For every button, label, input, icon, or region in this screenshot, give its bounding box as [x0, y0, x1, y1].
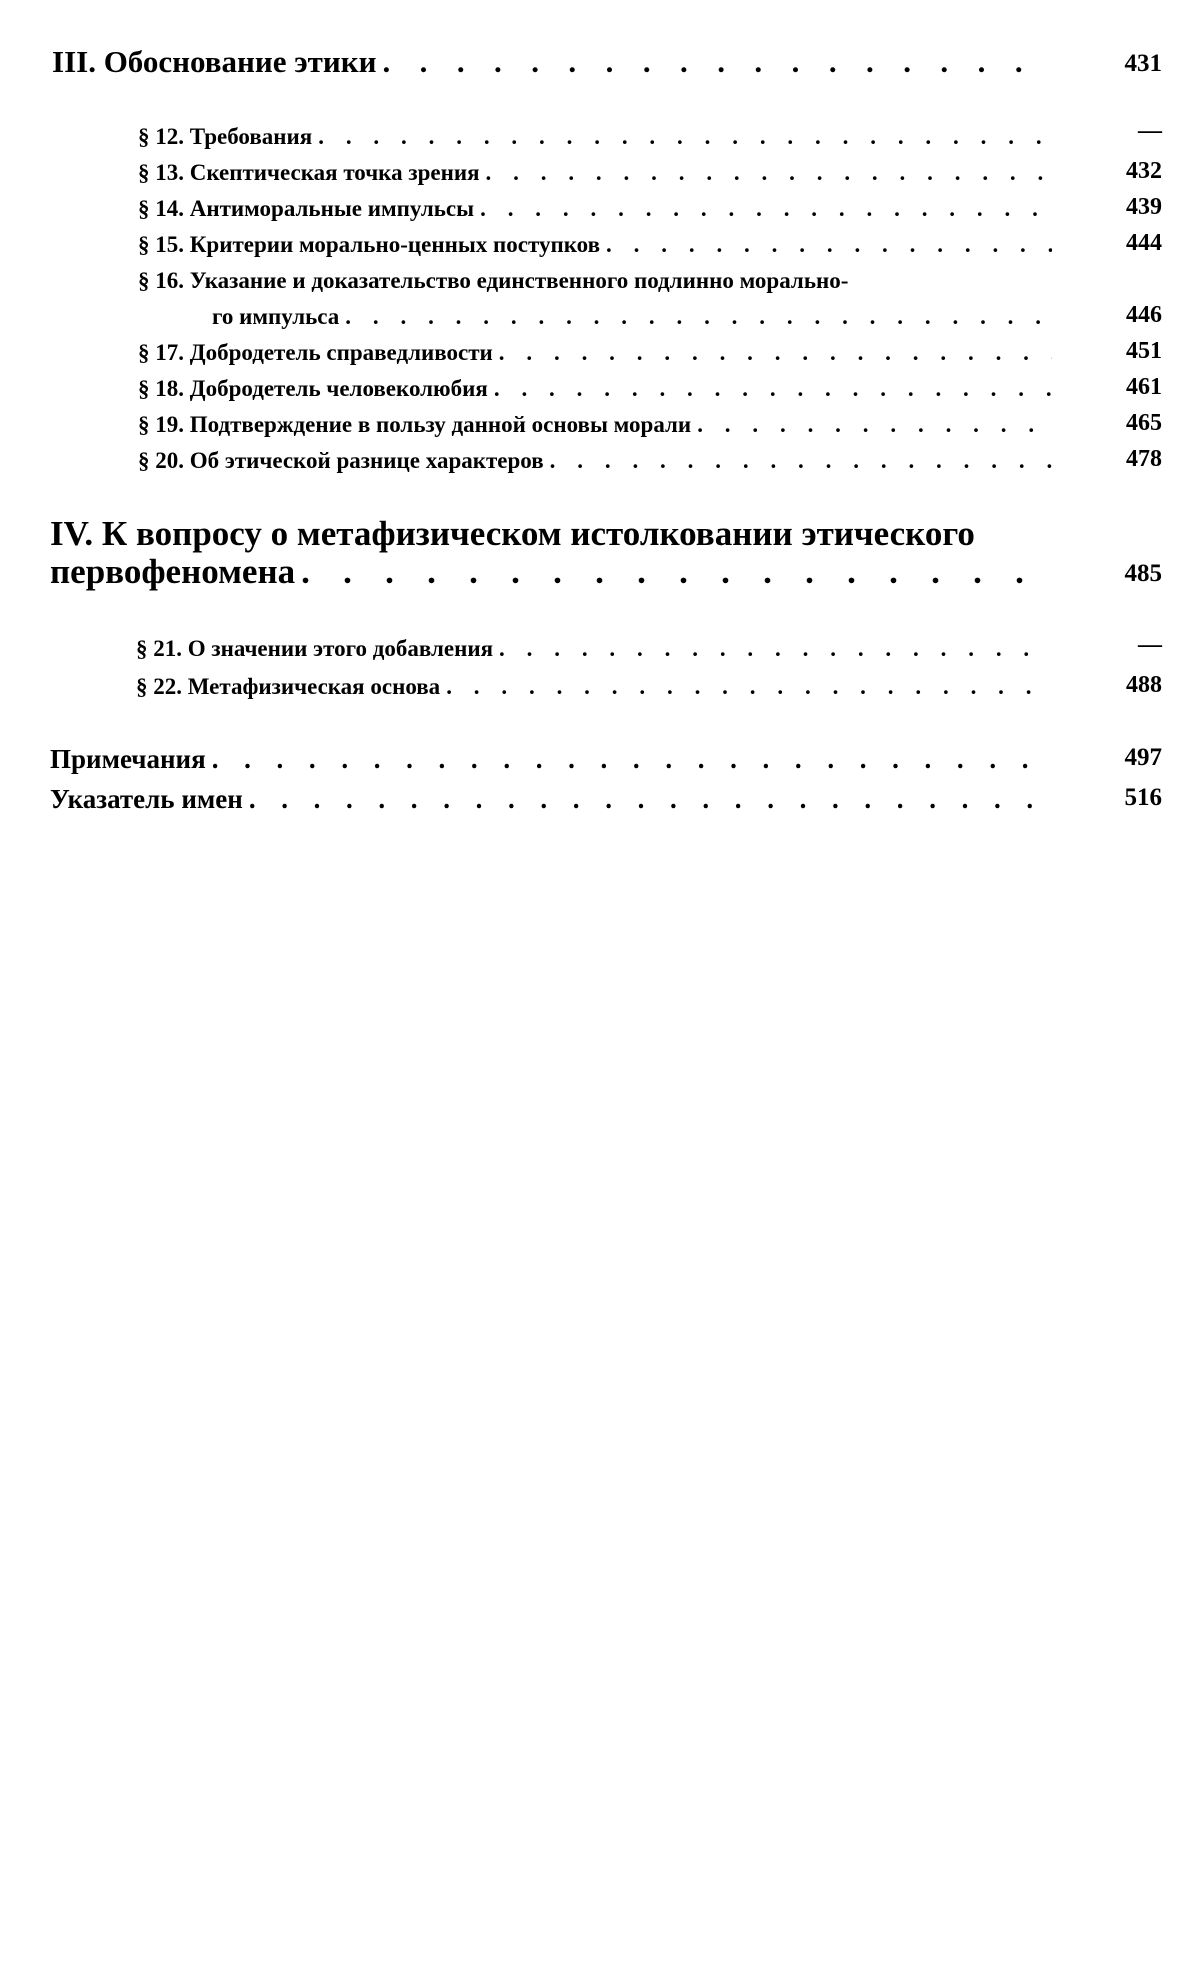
- toc-section-20: [138, 448, 1062, 474]
- toc-section-page: 488: [1126, 672, 1162, 698]
- toc-section-title: § 14. Антиморальные импульсы: [138, 196, 475, 221]
- toc-section-19: [138, 412, 1062, 438]
- toc-section-title: § 20. Об этической разнице характеров: [138, 448, 544, 473]
- toc-section-page: 461: [1126, 374, 1162, 400]
- toc-section-page: 439: [1126, 194, 1162, 220]
- leader-dots: [691, 412, 1052, 438]
- toc-section-title: § 18. Добродетель человеколюбия: [138, 376, 488, 401]
- leader-dots: [440, 674, 1052, 700]
- toc-index: [50, 784, 1062, 815]
- toc-section-15: [138, 232, 1062, 258]
- toc-chapter-3: [52, 44, 1062, 80]
- leader-dots: [376, 44, 1052, 80]
- toc-index-page: 516: [1124, 784, 1162, 811]
- toc-section-16-continuation: [212, 304, 1062, 330]
- toc-section-title: § 21. О значении этого добавления: [136, 636, 494, 661]
- toc-notes-title: Примечания: [50, 744, 206, 774]
- toc-index-title: Указатель имен: [50, 784, 243, 814]
- toc-section-page: —: [1138, 118, 1162, 144]
- toc-section-17: [138, 340, 1062, 366]
- toc-chapter-4-line1: [50, 514, 1070, 554]
- toc-section-14: [138, 196, 1062, 222]
- toc-section-page: 432: [1126, 158, 1162, 184]
- toc-chapter-3-page: 431: [1124, 50, 1162, 77]
- leader-dots: [493, 340, 1052, 366]
- leader-dots: [493, 636, 1052, 662]
- leader-dots: [474, 196, 1052, 222]
- toc-section-title-continuation: го импульса: [212, 304, 340, 329]
- leader-dots: [295, 552, 1052, 592]
- leader-dots: [206, 744, 1052, 775]
- toc-chapter-3-title: III. Обоснование этики: [52, 44, 377, 79]
- toc-section-title: § 16. Указание и доказательство единственного подлинно морально-: [138, 268, 849, 293]
- toc-section-title: § 17. Добродетель справедливости: [138, 340, 493, 365]
- toc-section-12: [138, 124, 1062, 150]
- toc-section-title: § 22. Метафизическая основа: [136, 674, 441, 699]
- leader-dots: [488, 376, 1052, 402]
- toc-section-page: 451: [1126, 338, 1162, 364]
- leader-dots: [312, 124, 1052, 150]
- toc-section-page: 446: [1126, 302, 1162, 328]
- toc-section-21: [136, 636, 1062, 662]
- leader-dots: [243, 784, 1052, 815]
- toc-notes: [50, 744, 1062, 775]
- toc-section-title: § 19. Подтверждение в пользу данной основы морали: [138, 412, 692, 437]
- toc-chapter-4-page: 485: [1124, 560, 1162, 587]
- toc-section-22: [136, 674, 1062, 700]
- leader-dots: [600, 232, 1052, 258]
- toc-section-18: [138, 376, 1062, 402]
- toc-section-page: 478: [1126, 446, 1162, 472]
- leader-dots: [544, 448, 1052, 474]
- toc-section-title: § 15. Критерии морально-ценных поступков: [138, 232, 601, 257]
- toc-chapter-4-line2: [50, 552, 1062, 592]
- leader-dots: [480, 160, 1052, 186]
- toc-section-page: 465: [1126, 410, 1162, 436]
- toc-chapter-4-title: IV. К вопросу о метафизическом истолковании этического: [50, 514, 975, 553]
- toc-section-16: [138, 268, 1062, 294]
- toc-section-page: —: [1138, 632, 1162, 658]
- toc-section-title: § 13. Скептическая точка зрения: [138, 160, 480, 185]
- leader-dots: [339, 304, 1052, 330]
- toc-section-title: § 12. Требования: [138, 124, 313, 149]
- toc-section-page: 444: [1126, 230, 1162, 256]
- toc-chapter-4-title-continuation: первофеномена: [50, 552, 296, 591]
- toc-section-13: [138, 160, 1062, 186]
- toc-notes-page: 497: [1124, 744, 1162, 771]
